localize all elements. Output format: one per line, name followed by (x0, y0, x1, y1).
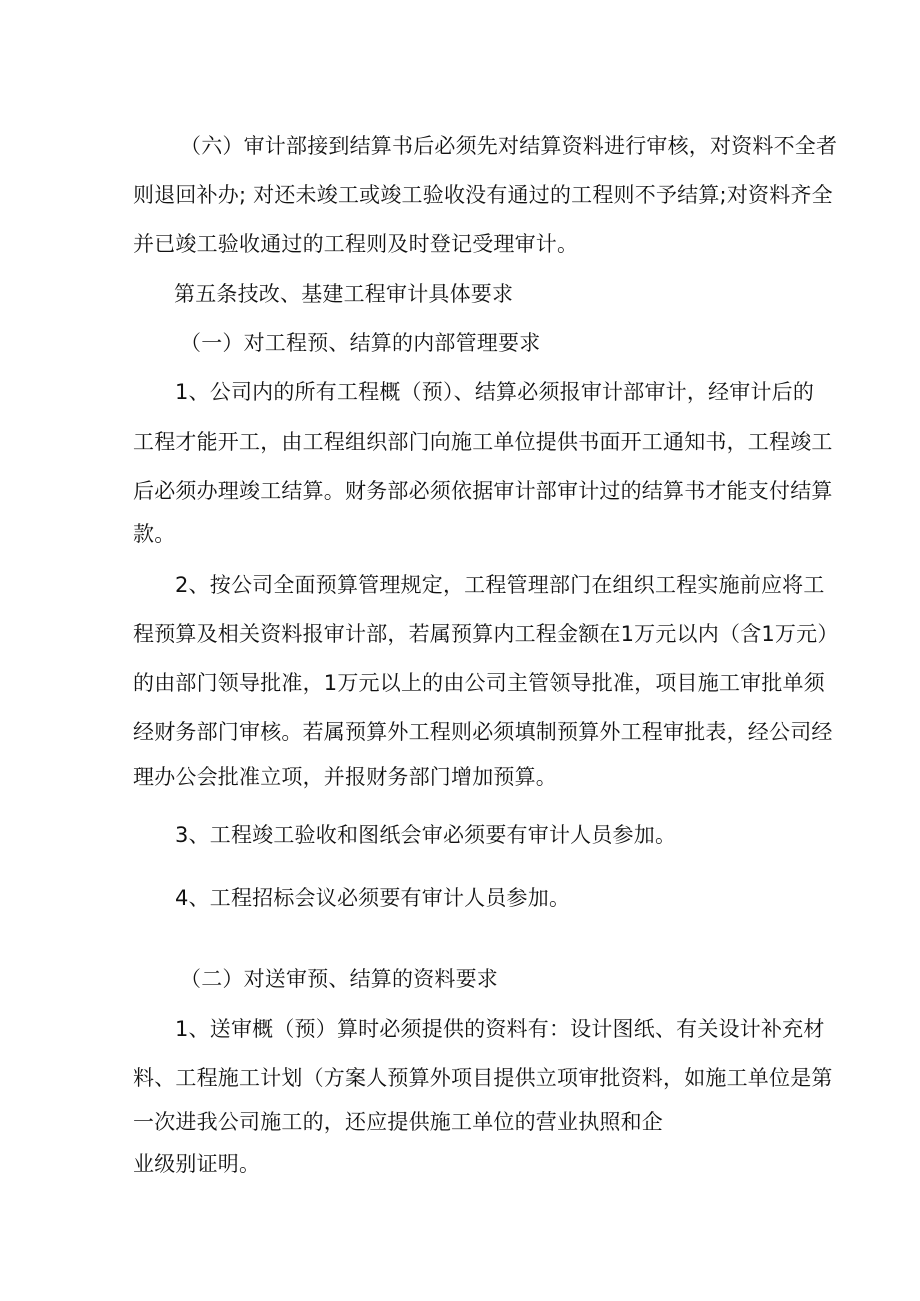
text-line: 后必须办理竣工结算。财务部必须依据审计部审计过的结算书才能支付结算 (133, 479, 833, 503)
subsection-heading: （二）对送审预、结算的资料要求 (180, 967, 498, 991)
text-line: 1、送审概（预）算时必须提供的资料有：设计图纸、有关设计补充材 (175, 1017, 825, 1041)
text-line: 理办公会批准立项，并报财务部门增加预算。 (133, 765, 557, 789)
text-line: 3、工程竣工验收和图纸会审必须要有审计人员参加。 (175, 823, 677, 847)
text-line: 并已竣工验收通过的工程则及时登记受理审计。 (133, 232, 579, 256)
text-line: 4、工程招标会议必须要有审计人员参加。 (175, 886, 571, 910)
text-line: 款。 (133, 522, 176, 546)
text-line: 1、公司内的所有工程概（预）、结算必须报审计部审计，经审计后的 (175, 380, 815, 404)
text-line: 则退回补办; 对还未竣工或竣工验收没有通过的工程则不予结算;对资料齐全 (133, 183, 833, 207)
text-line: 工程才能开工，由工程组织部门向施工单位提供书面开工通知书，工程竣工 (133, 430, 833, 454)
text-line: 经财务部门审核。若属预算外工程则必须填制预算外工程审批表，经公司经 (133, 720, 833, 744)
section-heading: 第五条技改、基建工程审计具体要求 (174, 282, 514, 306)
text-line: 一次进我公司施工的，还应提供施工单位的营业执照和企 (133, 1110, 663, 1134)
text-line: 的由部门领导批准，1万元以上的由公司主管领导批准，项目施工审批单须 (133, 671, 825, 695)
text-line: 2、按公司全面预算管理规定，工程管理部门在组织工程实施前应将工 (175, 573, 825, 597)
subsection-heading: （一）对工程预、结算的内部管理要求 (180, 331, 541, 355)
text-line: 业级别证明。 (133, 1152, 261, 1176)
text-line: 料、工程施工计划（方案人预算外项目提供立项审批资料，如施工单位是第 (133, 1066, 833, 1090)
text-line: （六）审计部接到结算书后必须先对结算资料进行审核，对资料不全者 (180, 134, 838, 158)
text-line: 程预算及相关资料报审计部，若属预算内工程金额在1万元以内（含1万元） (133, 622, 839, 646)
